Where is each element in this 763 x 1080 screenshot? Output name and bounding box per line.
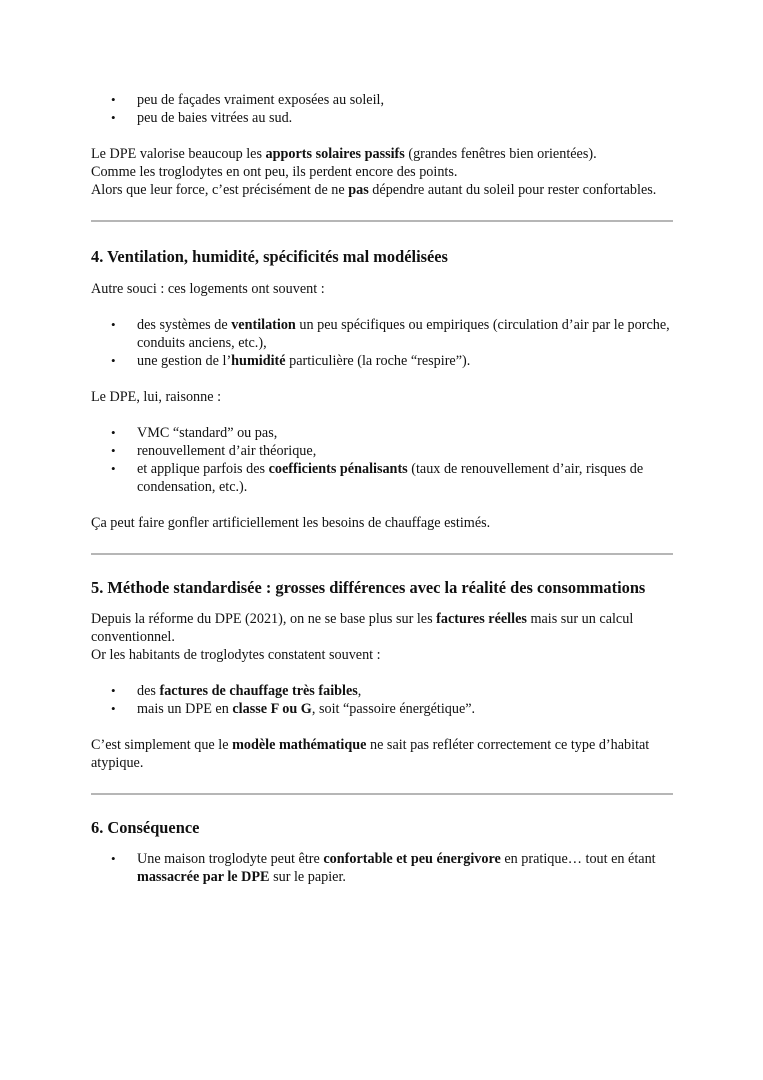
bold-text: coefficients pénalisants	[268, 461, 408, 477]
text-run: des systèmes de	[137, 317, 232, 333]
paragraph-line	[91, 163, 673, 181]
text-run: un peu spécifiques ou empiriques (circulation d’air par le porche, conduits anciens, etc.),	[137, 317, 670, 351]
list-item	[91, 442, 673, 460]
list-item	[91, 352, 673, 370]
intro-bullet-list	[91, 91, 673, 127]
section-5-closing	[91, 736, 673, 772]
list-item	[91, 424, 673, 442]
bold-text: apports solaires passifs	[265, 146, 405, 162]
text-run: particulière (la roche “respire”).	[285, 353, 471, 369]
text-run: ne sait pas refléter correctement ce type d’habitat atypique.	[91, 737, 650, 771]
text-run: (taux de renouvellement d’air, risques de condensation, etc.).	[137, 461, 644, 495]
paragraph-line	[91, 646, 673, 664]
section-5-bullets	[91, 682, 673, 718]
text-run: mais sur un calcul conventionnel.	[91, 611, 634, 645]
intro-paragraph	[91, 145, 673, 199]
text-run: Une maison troglodyte peut être	[137, 851, 324, 867]
text-run: Or les habitants de troglodytes constatent souvent :	[91, 647, 381, 663]
bold-text: confortable et peu énergivore	[323, 851, 501, 867]
text-run: Alors que leur force, c’est précisément de ne	[91, 182, 349, 198]
list-item	[91, 91, 673, 109]
text-run: Comme les troglodytes en ont peu, ils perdent encore des points.	[91, 164, 458, 180]
text-run: Depuis la réforme du DPE (2021), on ne se base plus sur les	[91, 611, 437, 627]
paragraph-line	[91, 736, 673, 772]
text-run: peu de baies vitrées au sud.	[137, 110, 293, 126]
list-item	[91, 460, 673, 496]
paragraph-line	[91, 610, 673, 646]
bold-text: factures de chauffage très faibles	[159, 683, 358, 699]
paragraph-line	[91, 145, 673, 163]
text-run: (grandes fenêtres bien orientées).	[404, 146, 597, 162]
section-4-bullets-a	[91, 316, 673, 370]
text-run: VMC “standard” ou pas,	[137, 425, 278, 441]
list-item	[91, 316, 673, 352]
bold-text: ventilation	[231, 317, 296, 333]
list-item	[91, 682, 673, 700]
bold-text: modèle mathématique	[232, 737, 367, 753]
section-6-bullets	[91, 850, 673, 886]
list-item	[91, 700, 673, 718]
text-run: Le DPE valorise beaucoup les	[91, 146, 266, 162]
text-run: , soit “passoire énergétique”.	[311, 701, 476, 717]
section-5-heading: 5. Méthode standardisée : grosses différences avec la réalité des consommations	[91, 578, 646, 597]
document-page	[91, 91, 673, 886]
text-run: renouvellement d’air théorique,	[137, 443, 317, 459]
text-run: une gestion de l’	[137, 353, 232, 369]
text-run: ,	[357, 683, 362, 699]
bold-text: pas	[348, 182, 369, 198]
text-run: C’est simplement que le	[91, 737, 233, 753]
section-4-lead-2: Le DPE, lui, raisonne :	[91, 389, 222, 405]
bold-text: classe F ou G	[232, 701, 312, 717]
bold-text: massacrée par le DPE	[137, 869, 270, 885]
list-item	[91, 109, 673, 127]
text-run: en pratique… tout en étant	[500, 851, 656, 867]
section-4-bullets-b	[91, 424, 673, 496]
text-run: mais un DPE en	[137, 701, 233, 717]
section-4-closing: Ça peut faire gonfler artificiellement les besoins de chauffage estimés.	[91, 515, 491, 531]
section-5-paragraph	[91, 610, 673, 664]
section-4-heading: 4. Ventilation, humidité, spécificités mal modélisées	[91, 247, 448, 266]
list-item	[91, 850, 673, 886]
bold-text: humidité	[231, 353, 286, 369]
paragraph-line	[91, 181, 673, 199]
text-run: et applique parfois des	[137, 461, 269, 477]
text-run: dépendre autant du soleil pour rester confortables.	[368, 182, 657, 198]
text-run: peu de façades vraiment exposées au soleil,	[137, 92, 384, 108]
text-run: des	[137, 683, 160, 699]
section-6-heading: 6. Conséquence	[91, 818, 200, 837]
bold-text: factures réelles	[436, 611, 527, 627]
text-run: sur le papier.	[269, 869, 346, 885]
section-4-lead: Autre souci : ces logements ont souvent :	[91, 281, 325, 297]
